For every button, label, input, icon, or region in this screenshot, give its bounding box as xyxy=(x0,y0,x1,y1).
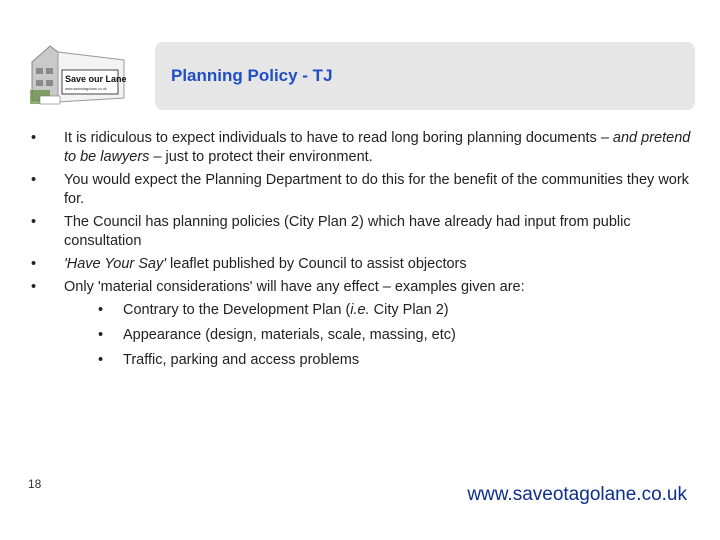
title-bar xyxy=(155,42,695,110)
bullet-dot: • xyxy=(31,256,37,272)
bullet-item: • 'Have Your Say' leaflet published by Council to assist objectors xyxy=(31,256,467,272)
bullet-dot: • xyxy=(98,302,104,318)
bullet-dot: • xyxy=(31,130,37,146)
sub-bullet-item: • Contrary to the Development Plan (i.e. City Plan 2) xyxy=(98,302,449,318)
sub-bullet-item: • Appearance (design, materials, scale, massing, etc) xyxy=(98,327,456,343)
bullet-item: • Only 'material considerations' will have any effect – examples given are: xyxy=(31,279,525,295)
sub-bullet-item: • Traffic, parking and access problems xyxy=(98,352,360,368)
slide-content xyxy=(28,129,693,376)
page-number: 18 xyxy=(28,477,42,491)
slide-title: Planning Policy - TJ xyxy=(171,66,333,85)
save-our-lane-logo xyxy=(28,40,140,110)
bullet-dot: • xyxy=(98,327,104,343)
bullet-dot: • xyxy=(31,172,37,188)
bullet-item: • It is ridiculous to expect individuals to have to read long boring planning documents – and pretend to be lawyers – just to protect their environment. xyxy=(31,130,691,165)
footer-url-link[interactable]: www.saveotagolane.co.uk xyxy=(467,484,687,505)
bullet-dot: • xyxy=(31,279,37,295)
bullet-dot: • xyxy=(31,214,37,230)
bullet-dot: • xyxy=(98,352,104,368)
logo-text: Save our Lane xyxy=(65,74,127,84)
logo-subtext: www.saveotagolane.co.uk xyxy=(65,87,107,91)
bullet-item: • You would expect the Planning Department to do this for the benefit of the communities they work for. xyxy=(31,172,689,207)
bullet-item: • The Council has planning policies (City Plan 2) which have already had input from public consultation xyxy=(31,214,631,249)
